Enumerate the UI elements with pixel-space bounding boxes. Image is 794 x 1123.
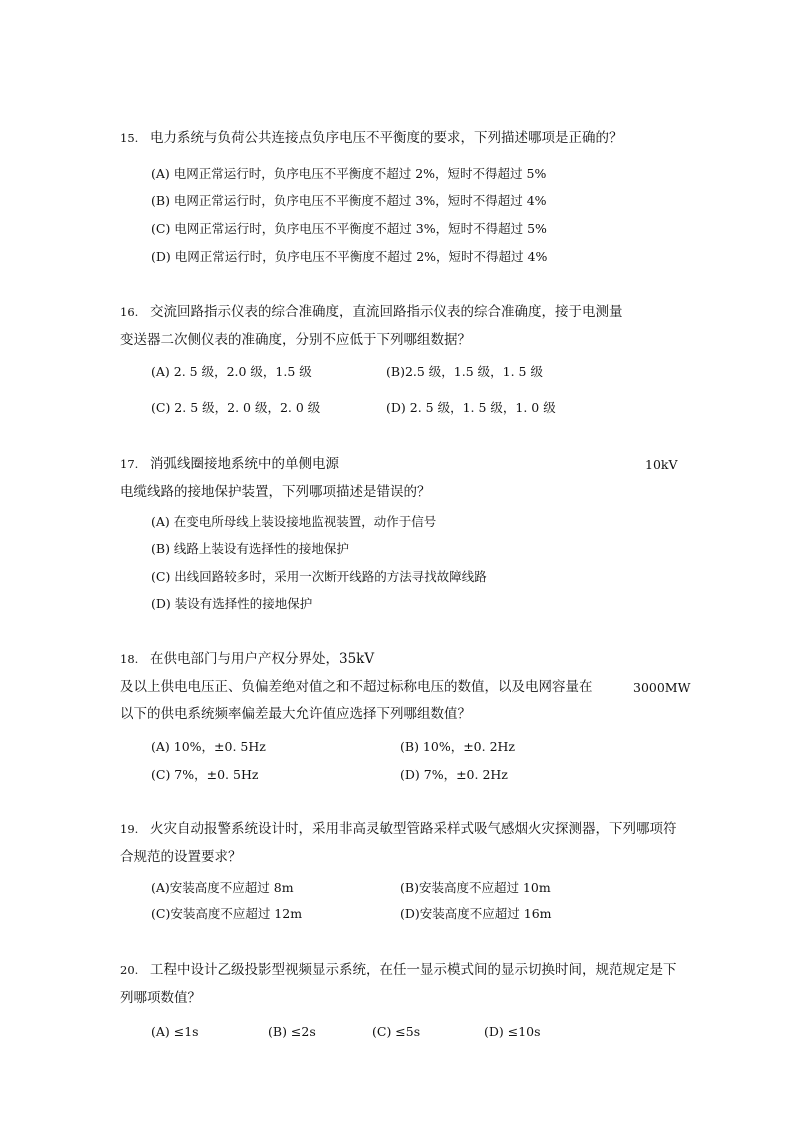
q15-option-c: (C) 电网正常运行时，负序电压不平衡度不超过 3%，短时不得超过 5% [151,221,547,236]
q15-number: 15. [120,131,139,145]
q19-option-a: (A)安装高度不应超过 8m [151,880,294,895]
q16-stem-line2: 变送器二次侧仪表的准确度，分别不应低于下列哪组数据？ [120,332,471,348]
q17-option-b: (B) 线路上装设有选择性的接地保护 [151,541,349,556]
q20-option-c: (C) ≤5s [372,1024,421,1039]
q18-stem-text: 在供电部门与用户产权分界处，35kV [150,651,375,667]
q18-stem-line3: 以下的供电系统频率偏差最大允许值应选择下列哪组数值？ [120,706,471,722]
q20-stem-line2: 列哪项数值？ [120,990,201,1006]
q19-option-c: (C)安装高度不应超过 12m [151,906,303,921]
q18-stem-line1 [120,651,374,667]
q20-number: 20. [120,963,139,977]
q18-option-c: (C) 7%，±0. 5Hz [151,767,259,782]
q18-option-b: (B) 10%，±0. 2Hz [400,739,516,754]
q19-stem-line2: 合规范的设置要求？ [120,849,242,865]
q18-option-d: (D) 7%，±0. 2Hz [400,767,508,782]
q19-option-d: (D)安装高度不应超过 16m [400,906,552,921]
q19-option-b: (B)安装高度不应超过 10m [400,880,551,895]
q17-number: 17. [120,457,139,471]
q16-stem-text: 交流回路指示仪表的综合准确度，直流回路指示仪表的综合准确度，接于电测量 [150,304,623,320]
q20-stem-line1 [120,962,677,978]
q15-stem [120,130,623,146]
q20-option-a: (A) ≤1s [151,1024,199,1039]
q18-number: 18. [120,652,139,666]
q16-option-a: (A) 2. 5 级，2.0 级，1.5 级 [151,364,312,379]
q17-option-c: (C) 出线回路较多时，采用一次断开线路的方法寻找故障线路 [151,569,487,584]
q20-stem-text: 工程中设计乙级投影型视频显示系统，在任一显示模式间的显示切换时间，规范规定是下 [150,962,677,978]
q19-stem-line1 [120,821,677,837]
q17-option-d: (D) 装设有选择性的接地保护 [151,596,313,611]
q17-option-a: (A) 在变电所母线上装设接地监视装置，动作于信号 [151,514,437,529]
q16-stem-line1 [120,304,623,320]
q18-stem-right: 3000MW [633,680,691,695]
q15-option-a: (A) 电网正常运行时，负序电压不平衡度不超过 2%，短时不得超过 5% [151,166,547,181]
q15-option-b: (B) 电网正常运行时，负序电压不平衡度不超过 3%，短时不得超过 4% [151,193,547,208]
q19-number: 19. [120,822,139,836]
q20-option-b: (B) ≤2s [268,1024,316,1039]
q16-number: 16. [120,305,139,319]
q15-option-d: (D) 电网正常运行时，负序电压不平衡度不超过 2%，短时不得超过 4% [151,249,548,264]
q17-stem-line2: 电缆线路的接地保护装置，下列哪项描述是错误的？ [120,484,431,500]
q18-option-a: (A) 10%，±0. 5Hz [151,739,266,754]
q17-stem-line1 [120,456,339,472]
q16-option-c: (C) 2. 5 级，2. 0 级，2. 0 级 [151,400,321,415]
q16-option-d: (D) 2. 5 级，1. 5 级，1. 0 级 [386,400,556,415]
q17-stem-text: 消弧线圈接地系统中的单侧电源 [150,456,339,472]
q15-stem-text: 电力系统与负荷公共连接点负序电压不平衡度的要求，下列描述哪项是正确的？ [150,130,623,146]
q18-stem-line2: 及以上供电电压正、负偏差绝对值之和不超过标称电压的数值，以及电网容量在 [120,679,593,695]
q19-stem-text: 火灾自动报警系统设计时，采用非高灵敏型管路采样式吸气感烟火灾探测器，下列哪项符 [150,821,677,837]
q16-option-b: (B)2.5 级，1.5 级，1. 5 级 [386,364,543,379]
q17-stem-right: 10kV [645,457,678,472]
q20-option-d: (D) ≤10s [484,1024,541,1039]
